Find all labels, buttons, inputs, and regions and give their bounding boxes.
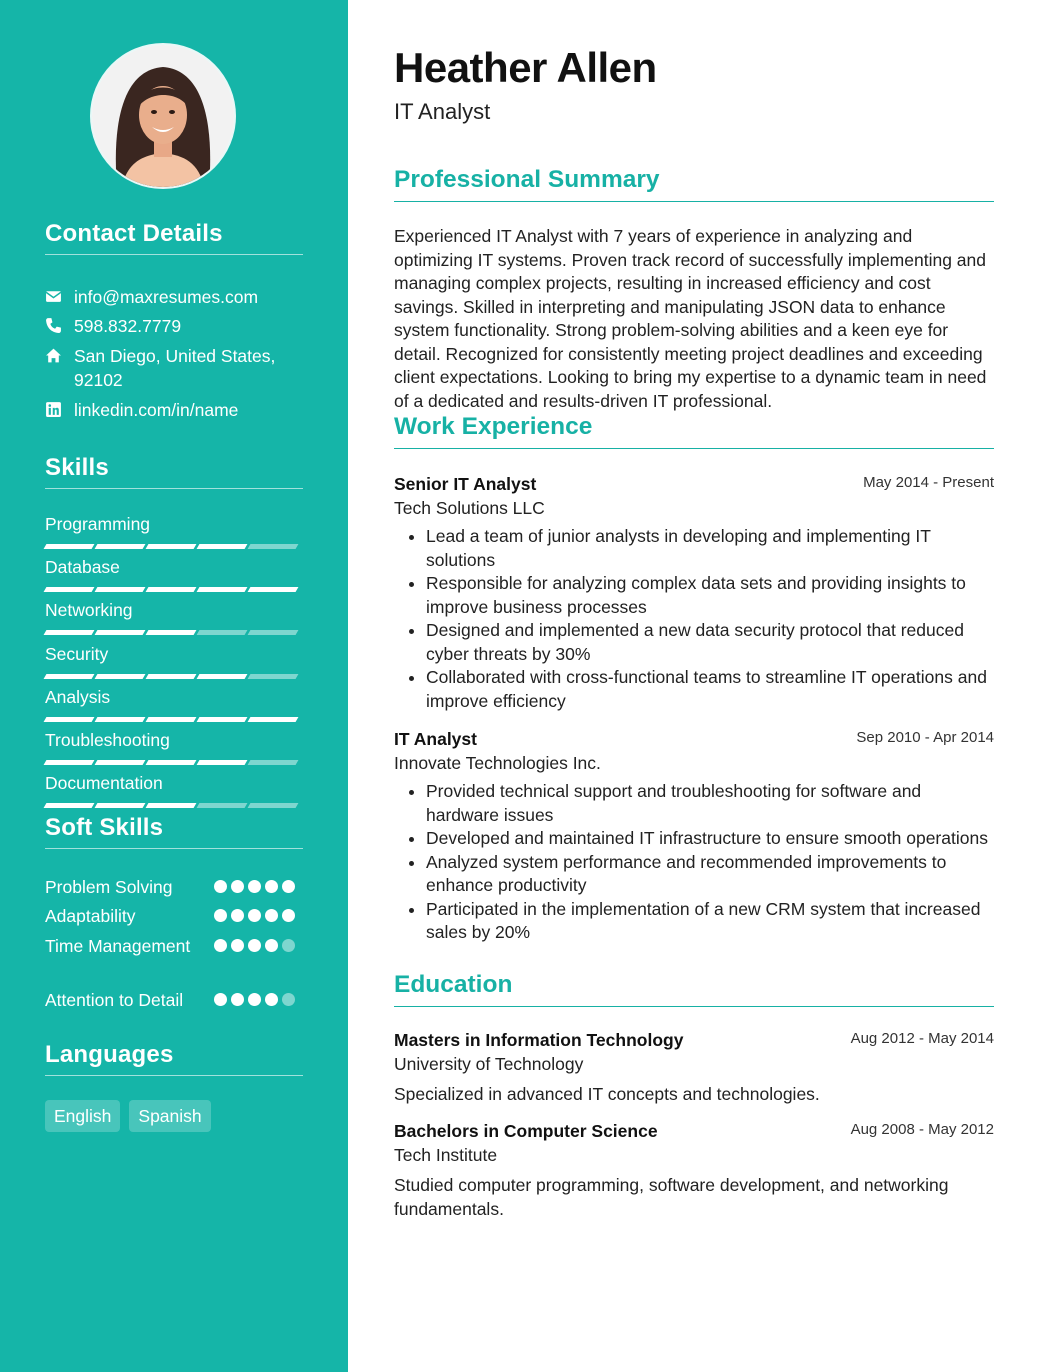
soft-skill-rating — [214, 880, 304, 898]
soft-skill-item — [45, 934, 305, 958]
job-bullet: • Developed and maintained IT infrastructure to ensure smooth operations — [426, 827, 994, 851]
soft-skill-label: Time Management — [45, 936, 191, 956]
rating-dot — [231, 939, 244, 952]
rating-dot — [265, 909, 278, 922]
skill-level-segment — [248, 803, 299, 808]
summary-text: Experienced IT Analyst with 7 years of experience in analyzing and optimizing IT systems. Proven track record of successfully implementing and managing complex projects, resulting in increased efficiency and cost savings. Skilled in interpreting and manipulating JSON data to enhance system functionality. Strong problem-solving abilities and a keen eye for detail. Recognized for consistently meeting project deadlines and exceeding client expectations. Looking to bring my expertise to a dynamic team in need of a dedicated and results-driven IT professional. — [394, 226, 987, 411]
job-bullets — [394, 780, 994, 945]
skill-label: Database — [45, 557, 120, 577]
skill-level-segment — [197, 630, 248, 635]
job-bullet: • Responsible for analyzing complex data sets and providing insights to improve business processes — [426, 572, 994, 619]
contact-email[interactable] — [45, 285, 295, 309]
skill-item — [45, 730, 301, 765]
education-dates: Aug 2008 - May 2012 — [850, 1121, 994, 1138]
skill-level-segment — [248, 587, 299, 592]
education-dates: Aug 2012 - May 2014 — [850, 1030, 994, 1047]
job-bullet: • Designed and implemented a new data security protocol that reduced cyber threats by 30% — [426, 619, 994, 666]
language-tag: Spanish — [129, 1100, 210, 1132]
skill-label: Troubleshooting — [45, 730, 170, 750]
rating-dot — [231, 993, 244, 1006]
soft-skill-label: Attention to Detail — [45, 990, 184, 1010]
degree-title: Masters in Information Technology — [394, 1030, 684, 1050]
job-bullet: • Analyzed system performance and recommended improvements to enhance productivity — [426, 851, 994, 898]
education-description: Specialized in advanced IT concepts and technologies. — [394, 1084, 820, 1104]
rating-dot — [231, 909, 244, 922]
skill-level-segment — [248, 674, 299, 679]
skill-level-segment — [44, 630, 95, 635]
skill-level-bar — [45, 803, 301, 808]
rating-dot — [248, 993, 261, 1006]
contact-linkedin[interactable] — [45, 398, 295, 422]
skill-level-bar — [45, 544, 301, 549]
job-bullet: • Lead a team of junior analysts in developing and implementing IT solutions — [426, 525, 994, 572]
languages-heading: Languages — [45, 1041, 303, 1076]
skill-level-bar — [45, 587, 301, 592]
skill-level-segment — [95, 717, 146, 722]
skill-label: Programming — [45, 514, 151, 534]
skill-level-segment — [146, 760, 197, 765]
skill-level-segment — [197, 544, 248, 549]
linkedin-icon — [45, 401, 63, 419]
soft-skills-heading: Soft Skills — [45, 814, 303, 849]
skill-level-segment — [197, 674, 248, 679]
skill-item — [45, 600, 301, 635]
rating-dot — [248, 939, 261, 952]
rating-dot — [282, 993, 295, 1006]
job-bullet: • Collaborated with cross-functional teams to streamline IT operations and improve efficiency — [426, 666, 994, 713]
skill-level-segment — [197, 760, 248, 765]
education-entry — [394, 1119, 994, 1221]
skill-level-segment — [197, 717, 248, 722]
candidate-name: Heather Allen — [394, 44, 657, 91]
skill-level-segment — [248, 760, 299, 765]
linkedin-text: linkedin.com/in/name — [74, 400, 239, 420]
contact-heading: Contact Details — [45, 220, 303, 255]
skill-level-segment — [146, 630, 197, 635]
contact-address — [45, 344, 295, 392]
rating-dot — [265, 880, 278, 893]
skills-heading: Skills — [45, 454, 303, 489]
skill-level-segment — [146, 674, 197, 679]
education-entry — [394, 1028, 994, 1106]
rating-dot — [214, 993, 227, 1006]
skill-level-segment — [95, 674, 146, 679]
skill-level-bar — [45, 717, 301, 722]
rating-dot — [231, 880, 244, 893]
job-bullet: • Provided technical support and troubleshooting for software and hardware issues — [426, 780, 994, 827]
skill-level-bar — [45, 760, 301, 765]
skill-level-segment — [197, 803, 248, 808]
experience-entry — [394, 727, 994, 945]
job-dates: Sep 2010 - Apr 2014 — [856, 729, 994, 746]
job-title: Senior IT Analyst — [394, 474, 537, 494]
skill-label: Security — [45, 644, 109, 664]
skill-level-segment — [44, 587, 95, 592]
skill-level-segment — [95, 587, 146, 592]
rating-dot — [265, 993, 278, 1006]
skill-level-segment — [44, 760, 95, 765]
language-tag: English — [45, 1100, 120, 1132]
rating-dot — [214, 909, 227, 922]
skill-level-segment — [146, 717, 197, 722]
summary-heading: Professional Summary — [394, 166, 994, 202]
job-bullet: • Participated in the implementation of a new CRM system that increased sales by 20% — [426, 898, 994, 945]
skill-level-segment — [197, 587, 248, 592]
job-title: IT Analyst — [394, 729, 477, 749]
envelope-icon — [45, 288, 63, 306]
skill-level-segment — [248, 717, 299, 722]
rating-dot — [265, 939, 278, 952]
skill-level-bar — [45, 674, 301, 679]
skill-level-segment — [95, 760, 146, 765]
candidate-title: IT Analyst — [394, 99, 491, 124]
experience-entry — [394, 472, 994, 713]
profile-photo — [92, 45, 234, 187]
education-description: Studied computer programming, software development, and networking fundamentals. — [394, 1175, 949, 1219]
skill-item — [45, 644, 301, 679]
skill-level-segment — [95, 803, 146, 808]
skill-level-segment — [248, 630, 299, 635]
school-name: University of Technology — [394, 1054, 584, 1074]
rating-dot — [282, 880, 295, 893]
school-name: Tech Institute — [394, 1145, 498, 1165]
job-bullets — [394, 525, 994, 713]
skill-item — [45, 687, 301, 722]
soft-skill-label: Problem Solving — [45, 877, 173, 897]
skill-level-segment — [44, 803, 95, 808]
job-company: Tech Solutions LLC — [394, 498, 545, 518]
rating-dot — [214, 939, 227, 952]
skill-level-segment — [44, 674, 95, 679]
soft-skill-rating — [214, 939, 304, 957]
skill-label: Analysis — [45, 687, 111, 707]
experience-heading: Work Experience — [394, 413, 994, 449]
skill-level-segment — [146, 544, 197, 549]
skill-level-segment — [95, 544, 146, 549]
soft-skill-item — [45, 904, 305, 928]
contact-phone[interactable] — [45, 314, 295, 338]
languages-list — [45, 1100, 211, 1132]
soft-skill-item — [45, 875, 305, 899]
rating-dot — [282, 909, 295, 922]
skill-item — [45, 773, 301, 808]
rating-dot — [214, 880, 227, 893]
rating-dot — [248, 909, 261, 922]
job-company: Innovate Technologies Inc. — [394, 753, 601, 773]
soft-skill-label: Adaptability — [45, 906, 136, 926]
education-heading: Education — [394, 971, 994, 1007]
skill-level-bar — [45, 630, 301, 635]
degree-title: Bachelors in Computer Science — [394, 1121, 658, 1141]
soft-skill-rating — [214, 909, 304, 927]
avatar — [92, 45, 234, 187]
skill-level-segment — [146, 803, 197, 808]
email-text: info@maxresumes.com — [74, 287, 259, 307]
skill-level-segment — [248, 544, 299, 549]
home-icon — [45, 347, 63, 365]
skill-level-segment — [95, 630, 146, 635]
skill-label: Documentation — [45, 773, 163, 793]
skill-level-segment — [44, 717, 95, 722]
skill-label: Networking — [45, 600, 133, 620]
skill-item — [45, 557, 301, 592]
skill-item — [45, 514, 301, 549]
soft-skill-item — [45, 988, 305, 1012]
rating-dot — [282, 939, 295, 952]
job-dates: May 2014 - Present — [863, 474, 994, 491]
rating-dot — [248, 880, 261, 893]
soft-skill-rating — [214, 993, 304, 1011]
skill-level-segment — [44, 544, 95, 549]
skill-level-segment — [146, 587, 197, 592]
phone-text: 598.832.7779 — [74, 316, 182, 336]
sidebar — [0, 0, 348, 1372]
address-text: San Diego, United States, 92102 — [74, 346, 276, 390]
phone-icon — [45, 317, 63, 335]
